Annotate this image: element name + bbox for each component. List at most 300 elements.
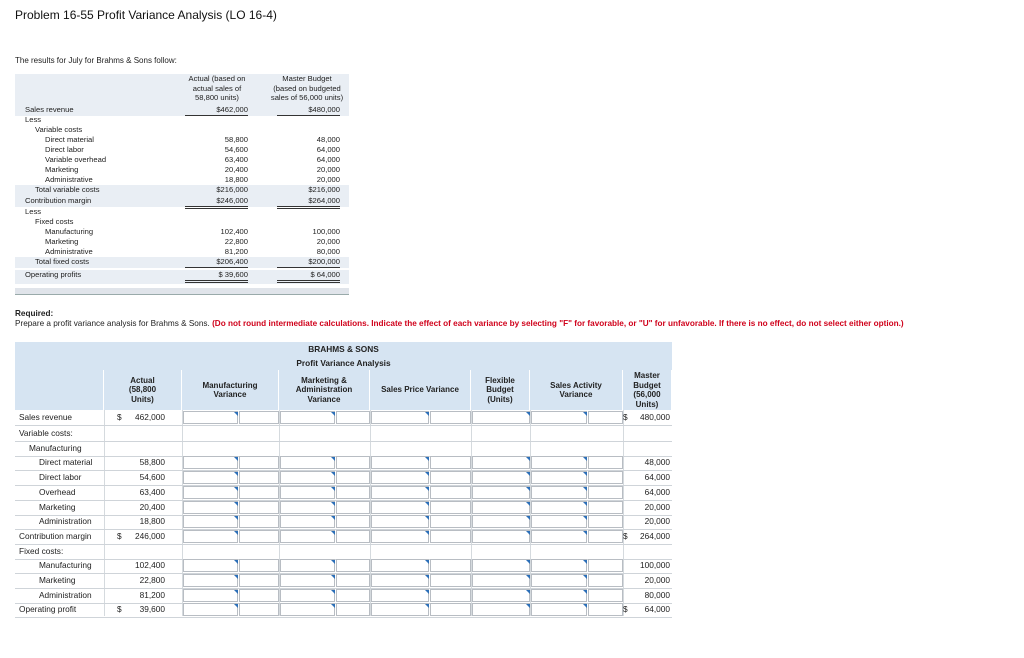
- flex-budget-input[interactable]: [473, 472, 529, 483]
- actual-dollar-sign: $: [117, 412, 122, 422]
- mkt-effect-cell[interactable]: [336, 486, 370, 499]
- price-effect-cell[interactable]: [430, 559, 471, 572]
- mkt-effect-cell[interactable]: [336, 515, 370, 528]
- mfg-variance-input[interactable]: [184, 531, 237, 542]
- column-header-mfg-var: [182, 370, 279, 410]
- price-variance-cell[interactable]: [371, 589, 429, 602]
- price-effect-cell[interactable]: [430, 574, 471, 587]
- activity-effect-input[interactable]: [589, 457, 622, 468]
- mkt-variance-cell[interactable]: [280, 486, 335, 499]
- price-effect-input[interactable]: [431, 502, 470, 513]
- cell-dropdown-indicator-icon: [234, 560, 238, 564]
- flex-budget-input[interactable]: [473, 487, 529, 498]
- activity-variance-cell[interactable]: [531, 530, 587, 543]
- cell-dropdown-indicator-icon: [526, 604, 530, 608]
- mfg-effect-cell[interactable]: [239, 411, 279, 424]
- mkt-variance-input[interactable]: [281, 487, 334, 498]
- flex-budget-input[interactable]: [473, 560, 529, 571]
- master-value: 20,000: [644, 516, 670, 526]
- flex-budget-cell[interactable]: [472, 559, 530, 572]
- mfg-effect-input[interactable]: [240, 575, 278, 586]
- given-row-label: Less: [25, 115, 42, 124]
- cell-dropdown-indicator-icon: [234, 487, 238, 491]
- activity-effect-input[interactable]: [589, 487, 622, 498]
- given-row: [15, 247, 349, 257]
- given-master-value: 100,000: [312, 227, 340, 236]
- flex-budget-input[interactable]: [473, 575, 529, 586]
- header-line: Actual (based on: [188, 74, 246, 83]
- cell-dropdown-indicator-icon: [331, 412, 335, 416]
- worksheet-row: [15, 500, 672, 515]
- flex-budget-input[interactable]: [473, 531, 529, 542]
- flex-budget-input[interactable]: [473, 502, 529, 513]
- flex-budget-cell[interactable]: [472, 501, 530, 514]
- master-value: 48,000: [644, 457, 670, 467]
- mkt-effect-input[interactable]: [337, 472, 369, 483]
- mkt-variance-cell[interactable]: [280, 411, 335, 424]
- activity-effect-cell[interactable]: [588, 603, 623, 616]
- price-variance-input[interactable]: [372, 575, 428, 586]
- activity-variance-input[interactable]: [532, 604, 586, 615]
- mfg-effect-input[interactable]: [240, 560, 278, 571]
- price-effect-cell[interactable]: [430, 603, 471, 616]
- flex-budget-input[interactable]: [473, 457, 529, 468]
- given-master-value: $200,000: [277, 257, 340, 268]
- activity-effect-input[interactable]: [589, 531, 622, 542]
- row-label: Operating profit: [19, 604, 77, 614]
- activity-variance-cell[interactable]: [531, 501, 587, 514]
- actual-value: 39,600: [139, 604, 165, 614]
- given-actual-value: $216,000: [216, 185, 248, 194]
- mfg-effect-input[interactable]: [240, 412, 278, 423]
- mfg-variance-cell[interactable]: [183, 486, 238, 499]
- mkt-variance-input[interactable]: [281, 560, 334, 571]
- cell-dropdown-indicator-icon: [425, 457, 429, 461]
- activity-variance-cell[interactable]: [531, 603, 587, 616]
- flex-budget-cell[interactable]: [472, 589, 530, 602]
- mfg-variance-input[interactable]: [184, 502, 237, 513]
- mfg-effect-cell[interactable]: [239, 515, 279, 528]
- mkt-variance-input[interactable]: [281, 516, 334, 527]
- price-effect-cell[interactable]: [430, 471, 471, 484]
- mfg-effect-cell[interactable]: [239, 471, 279, 484]
- mfg-effect-cell[interactable]: [239, 574, 279, 587]
- row-label: Marketing: [39, 575, 76, 585]
- mkt-effect-cell[interactable]: [336, 589, 370, 602]
- activity-variance-cell[interactable]: [531, 456, 587, 469]
- mkt-variance-input[interactable]: [281, 575, 334, 586]
- activity-effect-input[interactable]: [589, 590, 622, 601]
- mkt-variance-cell[interactable]: [280, 589, 335, 602]
- mkt-variance-cell[interactable]: [280, 456, 335, 469]
- mfg-effect-input[interactable]: [240, 516, 278, 527]
- activity-effect-cell[interactable]: [588, 471, 623, 484]
- mkt-variance-cell[interactable]: [280, 530, 335, 543]
- mkt-effect-input[interactable]: [337, 531, 369, 542]
- mfg-variance-cell[interactable]: [183, 589, 238, 602]
- price-variance-input[interactable]: [372, 412, 428, 423]
- cell-dropdown-indicator-icon: [425, 590, 429, 594]
- mkt-effect-input[interactable]: [337, 604, 369, 615]
- mkt-effect-input[interactable]: [337, 575, 369, 586]
- master-value: 480,000: [640, 412, 670, 422]
- activity-variance-cell[interactable]: [531, 574, 587, 587]
- cell-dropdown-indicator-icon: [234, 472, 238, 476]
- cell-dropdown-indicator-icon: [331, 457, 335, 461]
- given-actual-value: 63,400: [224, 155, 248, 164]
- master-value: 64,000: [644, 472, 670, 482]
- given-master-value: 80,000: [277, 247, 340, 258]
- mfg-effect-input[interactable]: [240, 502, 278, 513]
- flex-budget-input[interactable]: [473, 590, 529, 601]
- flex-budget-cell[interactable]: [472, 603, 530, 616]
- given-master-value: $264,000: [277, 196, 340, 209]
- mfg-variance-input[interactable]: [184, 516, 237, 527]
- cell-dropdown-indicator-icon: [425, 516, 429, 520]
- flex-budget-input[interactable]: [473, 604, 529, 615]
- activity-variance-input[interactable]: [532, 487, 586, 498]
- given-actual-value: 20,400: [224, 165, 248, 174]
- mfg-variance-input[interactable]: [184, 604, 237, 615]
- mfg-variance-input[interactable]: [184, 412, 237, 423]
- column-header-line: Variance: [213, 390, 247, 399]
- flex-budget-cell[interactable]: [472, 515, 530, 528]
- master-dollar-sign: $: [623, 412, 628, 422]
- mkt-variance-input[interactable]: [281, 457, 334, 468]
- given-actual-value: $206,400: [185, 257, 248, 268]
- given-actual-value: 102,400: [220, 227, 248, 236]
- activity-variance-cell[interactable]: [531, 589, 587, 602]
- mfg-variance-cell[interactable]: [183, 456, 238, 469]
- price-effect-input[interactable]: [431, 531, 470, 542]
- given-row-label: Sales revenue: [25, 105, 74, 114]
- activity-effect-cell[interactable]: [588, 530, 623, 543]
- activity-effect-input[interactable]: [589, 412, 622, 423]
- mkt-effect-cell[interactable]: [336, 471, 370, 484]
- mkt-variance-input[interactable]: [281, 531, 334, 542]
- column-header-price-var: [370, 370, 471, 410]
- given-row-label: Variable overhead: [45, 155, 107, 164]
- mfg-variance-cell[interactable]: [183, 515, 238, 528]
- given-row-label: Administrative: [45, 247, 93, 256]
- price-effect-cell[interactable]: [430, 486, 471, 499]
- mkt-variance-input[interactable]: [281, 472, 334, 483]
- cell-dropdown-indicator-icon: [526, 457, 530, 461]
- activity-effect-cell[interactable]: [588, 559, 623, 572]
- mfg-variance-cell[interactable]: [183, 530, 238, 543]
- given-row-label: Total variable costs: [35, 185, 100, 194]
- activity-variance-input[interactable]: [532, 457, 586, 468]
- flex-budget-cell[interactable]: [472, 574, 530, 587]
- given-row: [15, 217, 349, 227]
- mfg-variance-input[interactable]: [184, 487, 237, 498]
- activity-variance-input[interactable]: [532, 516, 586, 527]
- cell-dropdown-indicator-icon: [234, 604, 238, 608]
- activity-effect-input[interactable]: [589, 575, 622, 586]
- activity-effect-cell[interactable]: [588, 411, 623, 424]
- cell-dropdown-indicator-icon: [425, 487, 429, 491]
- scroll-bar[interactable]: [15, 288, 349, 295]
- mfg-effect-input[interactable]: [240, 590, 278, 601]
- price-variance-cell[interactable]: [371, 559, 429, 572]
- activity-effect-input[interactable]: [589, 472, 622, 483]
- price-effect-input[interactable]: [431, 516, 470, 527]
- mfg-variance-cell[interactable]: [183, 411, 238, 424]
- row-label: Administration: [39, 516, 92, 526]
- flex-budget-cell[interactable]: [472, 471, 530, 484]
- mkt-variance-cell[interactable]: [280, 501, 335, 514]
- cell-dropdown-indicator-icon: [583, 531, 587, 535]
- cell-dropdown-indicator-icon: [526, 531, 530, 535]
- activity-variance-cell[interactable]: [531, 411, 587, 424]
- mfg-variance-cell[interactable]: [183, 574, 238, 587]
- price-variance-input[interactable]: [372, 604, 428, 615]
- price-effect-cell[interactable]: [430, 530, 471, 543]
- mkt-effect-cell[interactable]: [336, 574, 370, 587]
- mfg-effect-input[interactable]: [240, 531, 278, 542]
- mfg-variance-input[interactable]: [184, 575, 237, 586]
- flex-budget-cell[interactable]: [472, 530, 530, 543]
- row-label: Administration: [39, 590, 92, 600]
- mkt-variance-cell[interactable]: [280, 559, 335, 572]
- price-effect-input[interactable]: [431, 412, 470, 423]
- price-variance-input[interactable]: [372, 531, 428, 542]
- activity-effect-input[interactable]: [589, 560, 622, 571]
- activity-variance-input[interactable]: [532, 472, 586, 483]
- column-header-line: (58,800: [128, 385, 157, 395]
- column-header-line: Budget: [486, 385, 514, 395]
- price-variance-input[interactable]: [372, 472, 428, 483]
- price-effect-input[interactable]: [431, 604, 470, 615]
- price-variance-input[interactable]: [372, 457, 428, 468]
- mfg-effect-cell[interactable]: [239, 530, 279, 543]
- mfg-effect-input[interactable]: [240, 457, 278, 468]
- activity-effect-cell[interactable]: [588, 501, 623, 514]
- cell-dropdown-indicator-icon: [526, 487, 530, 491]
- price-effect-input[interactable]: [431, 590, 470, 601]
- price-effect-cell[interactable]: [430, 456, 471, 469]
- price-effect-input[interactable]: [431, 575, 470, 586]
- given-row-label: Administrative: [45, 175, 93, 184]
- mkt-variance-input[interactable]: [281, 502, 334, 513]
- mkt-variance-cell[interactable]: [280, 471, 335, 484]
- activity-variance-input[interactable]: [532, 575, 586, 586]
- mkt-variance-input[interactable]: [281, 590, 334, 601]
- cell-dropdown-indicator-icon: [234, 575, 238, 579]
- activity-effect-cell[interactable]: [588, 486, 623, 499]
- mkt-effect-input[interactable]: [337, 590, 369, 601]
- activity-variance-input[interactable]: [532, 590, 586, 601]
- cell-dropdown-indicator-icon: [425, 531, 429, 535]
- actual-value: 63,400: [139, 487, 165, 497]
- mkt-effect-cell[interactable]: [336, 530, 370, 543]
- mkt-effect-input[interactable]: [337, 516, 369, 527]
- given-row: [15, 105, 349, 115]
- price-variance-input[interactable]: [372, 487, 428, 498]
- given-master-value: 64,000: [316, 155, 340, 164]
- cell-dropdown-indicator-icon: [526, 560, 530, 564]
- price-effect-input[interactable]: [431, 472, 470, 483]
- master-value: 20,000: [644, 502, 670, 512]
- mkt-effect-input[interactable]: [337, 560, 369, 571]
- price-variance-cell[interactable]: [371, 603, 429, 616]
- price-variance-cell[interactable]: [371, 574, 429, 587]
- mkt-effect-cell[interactable]: [336, 456, 370, 469]
- given-row: [15, 207, 349, 217]
- cell-dropdown-indicator-icon: [425, 560, 429, 564]
- master-value: 264,000: [640, 531, 670, 541]
- price-variance-input[interactable]: [372, 560, 428, 571]
- price-variance-cell[interactable]: [371, 471, 429, 484]
- activity-variance-cell[interactable]: [531, 559, 587, 572]
- mfg-effect-input[interactable]: [240, 487, 278, 498]
- cell-dropdown-indicator-icon: [526, 516, 530, 520]
- mkt-effect-input[interactable]: [337, 502, 369, 513]
- price-effect-input[interactable]: [431, 457, 470, 468]
- mfg-variance-cell[interactable]: [183, 603, 238, 616]
- given-actual-value: $246,000: [185, 196, 248, 209]
- activity-variance-cell[interactable]: [531, 471, 587, 484]
- master-value: 20,000: [644, 575, 670, 585]
- mkt-effect-input[interactable]: [337, 457, 369, 468]
- price-variance-cell[interactable]: [371, 515, 429, 528]
- mfg-variance-input[interactable]: [184, 560, 237, 571]
- cell-dropdown-indicator-icon: [583, 472, 587, 476]
- mfg-effect-cell[interactable]: [239, 603, 279, 616]
- mkt-effect-cell[interactable]: [336, 603, 370, 616]
- activity-effect-cell[interactable]: [588, 589, 623, 602]
- mkt-effect-cell[interactable]: [336, 411, 370, 424]
- cell-dropdown-indicator-icon: [331, 487, 335, 491]
- cell-dropdown-indicator-icon: [234, 516, 238, 520]
- given-actual-value: 54,600: [224, 145, 248, 154]
- given-data-table: [15, 74, 349, 296]
- activity-effect-cell[interactable]: [588, 574, 623, 587]
- price-variance-cell[interactable]: [371, 530, 429, 543]
- mkt-variance-input[interactable]: [281, 412, 334, 423]
- flex-budget-input[interactable]: [473, 412, 529, 423]
- activity-effect-cell[interactable]: [588, 515, 623, 528]
- activity-variance-input[interactable]: [532, 502, 586, 513]
- mkt-effect-cell[interactable]: [336, 501, 370, 514]
- activity-effect-input[interactable]: [589, 502, 622, 513]
- cell-dropdown-indicator-icon: [583, 590, 587, 594]
- column-header-flex: [471, 370, 530, 410]
- cell-dropdown-indicator-icon: [425, 472, 429, 476]
- mfg-effect-cell[interactable]: [239, 501, 279, 514]
- price-variance-input[interactable]: [372, 516, 428, 527]
- mkt-variance-cell[interactable]: [280, 515, 335, 528]
- price-variance-cell[interactable]: [371, 486, 429, 499]
- cell-dropdown-indicator-icon: [331, 516, 335, 520]
- actual-value: 22,800: [139, 575, 165, 585]
- cell-dropdown-indicator-icon: [425, 412, 429, 416]
- mkt-effect-input[interactable]: [337, 412, 369, 423]
- mkt-variance-cell[interactable]: [280, 603, 335, 616]
- activity-variance-cell[interactable]: [531, 486, 587, 499]
- price-variance-input[interactable]: [372, 590, 428, 601]
- worksheet-row: [15, 544, 672, 559]
- worksheet-row: [15, 426, 672, 441]
- column-header-line: Actual: [130, 375, 155, 385]
- given-actual-value: 81,200: [185, 247, 248, 258]
- mfg-effect-cell[interactable]: [239, 589, 279, 602]
- flex-budget-input[interactable]: [473, 516, 529, 527]
- mkt-variance-cell[interactable]: [280, 574, 335, 587]
- mfg-effect-input[interactable]: [240, 604, 278, 615]
- price-effect-cell[interactable]: [430, 515, 471, 528]
- column-header-line: Manufacturing: [202, 380, 258, 390]
- cell-dropdown-indicator-icon: [234, 412, 238, 416]
- mfg-variance-input[interactable]: [184, 590, 237, 601]
- given-actual-value: 58,800: [224, 135, 248, 144]
- activity-effect-input[interactable]: [589, 516, 622, 527]
- mfg-variance-input[interactable]: [184, 457, 237, 468]
- flex-budget-cell[interactable]: [472, 456, 530, 469]
- mfg-effect-cell[interactable]: [239, 559, 279, 572]
- actual-value: 54,600: [139, 472, 165, 482]
- mkt-effect-cell[interactable]: [336, 559, 370, 572]
- worksheet-row: [15, 588, 672, 603]
- worksheet-row: [15, 514, 672, 529]
- cell-dropdown-indicator-icon: [234, 531, 238, 535]
- price-effect-cell[interactable]: [430, 501, 471, 514]
- actual-value: 18,800: [139, 516, 165, 526]
- mfg-variance-input[interactable]: [184, 472, 237, 483]
- master-value: 64,000: [644, 487, 670, 497]
- mfg-variance-cell[interactable]: [183, 501, 238, 514]
- price-effect-cell[interactable]: [430, 411, 471, 424]
- activity-variance-input[interactable]: [532, 560, 586, 571]
- activity-variance-input[interactable]: [532, 412, 586, 423]
- given-actual-header: [178, 74, 256, 103]
- header-line: Master Budget: [282, 74, 332, 83]
- activity-effect-cell[interactable]: [588, 456, 623, 469]
- given-row: [15, 135, 349, 145]
- price-variance-cell[interactable]: [371, 501, 429, 514]
- flex-budget-cell[interactable]: [472, 411, 530, 424]
- actual-value: [120, 441, 165, 456]
- required-text: Prepare a profit variance analysis for Brahms & Sons.: [15, 319, 210, 328]
- worksheet-row: [15, 602, 672, 617]
- activity-effect-input[interactable]: [589, 604, 622, 615]
- price-effect-input[interactable]: [431, 560, 470, 571]
- mfg-effect-input[interactable]: [240, 472, 278, 483]
- mkt-effect-input[interactable]: [337, 487, 369, 498]
- price-variance-cell[interactable]: [371, 456, 429, 469]
- given-master-value: 64,000: [316, 145, 340, 154]
- mfg-effect-cell[interactable]: [239, 486, 279, 499]
- profit-variance-worksheet: [15, 342, 672, 618]
- activity-variance-input[interactable]: [532, 531, 586, 542]
- activity-variance-cell[interactable]: [531, 515, 587, 528]
- cell-dropdown-indicator-icon: [526, 412, 530, 416]
- actual-value: [120, 426, 165, 441]
- mfg-variance-cell[interactable]: [183, 559, 238, 572]
- flex-budget-cell[interactable]: [472, 486, 530, 499]
- cell-dropdown-indicator-icon: [331, 472, 335, 476]
- mkt-variance-input[interactable]: [281, 604, 334, 615]
- cell-dropdown-indicator-icon: [234, 590, 238, 594]
- price-effect-cell[interactable]: [430, 589, 471, 602]
- price-variance-cell[interactable]: [371, 411, 429, 424]
- price-variance-input[interactable]: [372, 502, 428, 513]
- mfg-variance-cell[interactable]: [183, 471, 238, 484]
- given-row-label: Less: [25, 207, 42, 216]
- master-value: 80,000: [644, 590, 670, 600]
- price-effect-input[interactable]: [431, 487, 470, 498]
- mfg-effect-cell[interactable]: [239, 456, 279, 469]
